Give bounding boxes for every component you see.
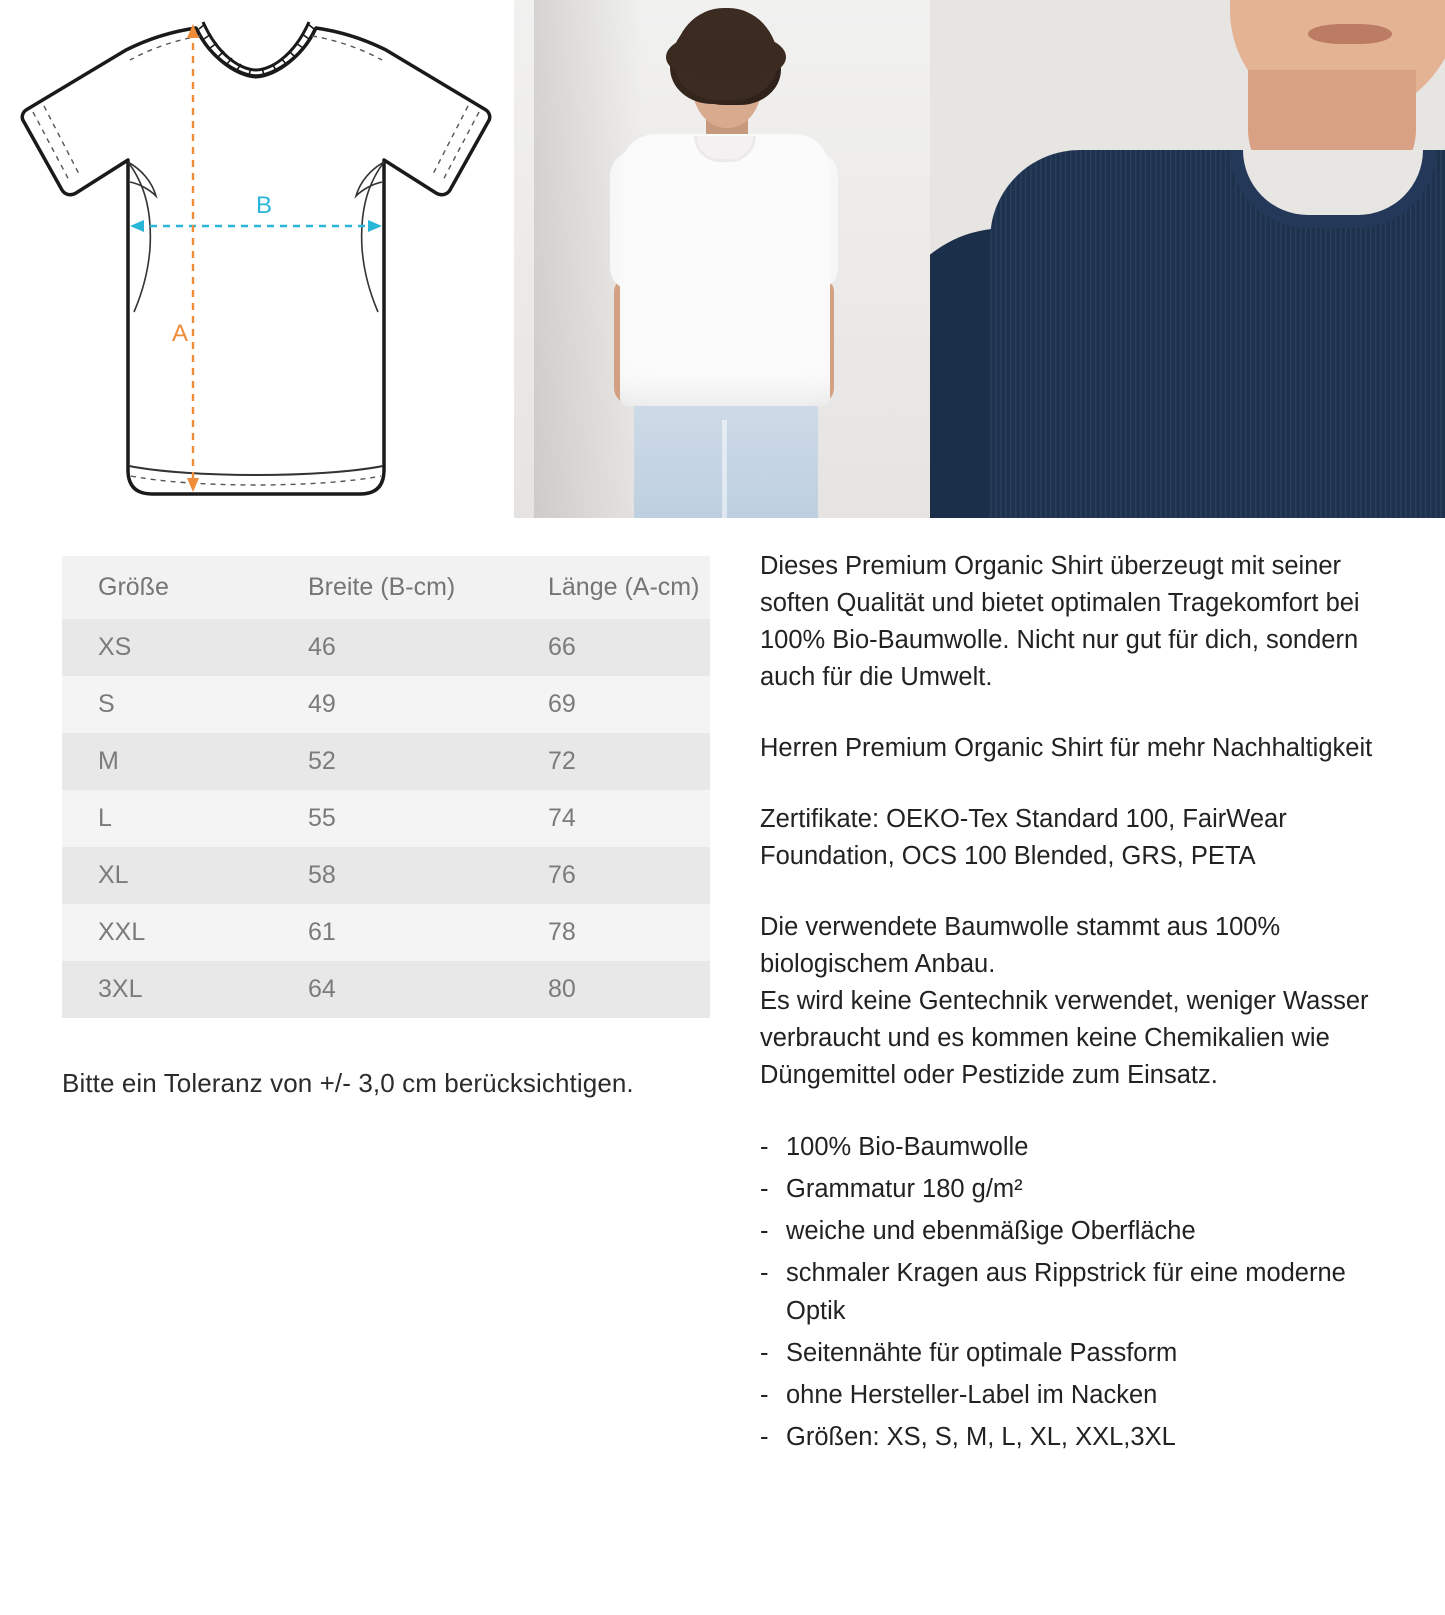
table-row <box>62 847 710 904</box>
cell-width: 61 <box>272 904 512 961</box>
list-item: - Größen: XS, S, M, L, XL, XXL,3XL <box>760 1418 1395 1456</box>
model-photo <box>514 0 930 518</box>
feature-list <box>760 1128 1395 1456</box>
table-row <box>62 904 710 961</box>
table-header-row <box>62 556 710 619</box>
table-row <box>62 790 710 847</box>
cell-width: 49 <box>272 676 512 733</box>
collar-detail-photo <box>930 0 1445 518</box>
list-item: - schmaler Kragen aus Rippstrick für eine moderne Optik <box>760 1254 1395 1330</box>
cell-length: 66 <box>512 619 710 676</box>
cell-length: 72 <box>512 733 710 790</box>
cell-width: 52 <box>272 733 512 790</box>
table-row <box>62 733 710 790</box>
cell-length: 78 <box>512 904 710 961</box>
column-header-width: Breite (B-cm) <box>272 556 512 619</box>
image-strip <box>0 0 1445 518</box>
description-paragraph-1: Dieses Premium Organic Shirt überzeugt mit seiner soften Qualität und bietet optimalen Tragekomfort bei 100% Bio-Baumwolle. Nicht nur gut für dich, sondern auch für die Umwelt. <box>760 552 1360 691</box>
content-area <box>0 518 1445 1460</box>
cell-size: XXL <box>62 904 272 961</box>
cell-length: 69 <box>512 676 710 733</box>
description-column <box>760 518 1445 1460</box>
model-lips <box>1308 24 1392 44</box>
cell-width: 58 <box>272 847 512 904</box>
table-row <box>62 676 710 733</box>
size-table <box>62 556 710 1018</box>
tshirt-line-drawing <box>0 0 514 518</box>
model-jeans <box>634 396 818 518</box>
size-chart-column <box>0 518 760 1460</box>
cell-length: 74 <box>512 790 710 847</box>
cell-size: M <box>62 733 272 790</box>
cell-size: 3XL <box>62 961 272 1018</box>
tolerance-note: Bitte ein Toleranz von +/- 3,0 cm berücksichtigen. <box>62 1068 634 1098</box>
description-paragraph-2: Herren Premium Organic Shirt für mehr Nachhaltigkeit <box>760 734 1373 762</box>
list-item: - ohne Hersteller-Label im Nacken <box>760 1376 1395 1414</box>
cell-width: 55 <box>272 790 512 847</box>
model-hair <box>674 8 778 100</box>
table-row <box>62 961 710 1018</box>
tshirt-measurement-diagram <box>0 0 514 518</box>
white-shirt <box>620 134 830 406</box>
length-label: A <box>172 320 189 347</box>
cell-size: S <box>62 676 272 733</box>
cell-size: XS <box>62 619 272 676</box>
cell-width: 46 <box>272 619 512 676</box>
list-item: - Seitennähte für optimale Passform <box>760 1334 1395 1372</box>
cell-size: L <box>62 790 272 847</box>
cell-length: 76 <box>512 847 710 904</box>
width-label: B <box>256 192 273 219</box>
list-item: - weiche und ebenmäßige Oberfläche <box>760 1212 1395 1250</box>
cotton-process-paragraph: Es wird keine Gentechnik verwendet, weniger Wasser verbraucht und es kommen keine Chemikalien wie Düngemittel oder Pestizide zum Einsatz. <box>760 987 1369 1089</box>
cell-length: 80 <box>512 961 710 1018</box>
table-row <box>62 619 710 676</box>
cell-size: XL <box>62 847 272 904</box>
cell-width: 64 <box>272 961 512 1018</box>
certificates-paragraph: Zertifikate: OEKO-Tex Standard 100, FairWear Foundation, OCS 100 Blended, GRS, PETA <box>760 805 1287 870</box>
column-header-size: Größe <box>62 556 272 619</box>
list-item: - Grammatur 180 g/m² <box>760 1170 1395 1208</box>
column-header-length: Länge (A-cm) <box>512 556 710 619</box>
cotton-origin-paragraph: Die verwendete Baumwolle stammt aus 100% biologischem Anbau. <box>760 913 1281 978</box>
list-item: - 100% Bio-Baumwolle <box>760 1128 1395 1166</box>
